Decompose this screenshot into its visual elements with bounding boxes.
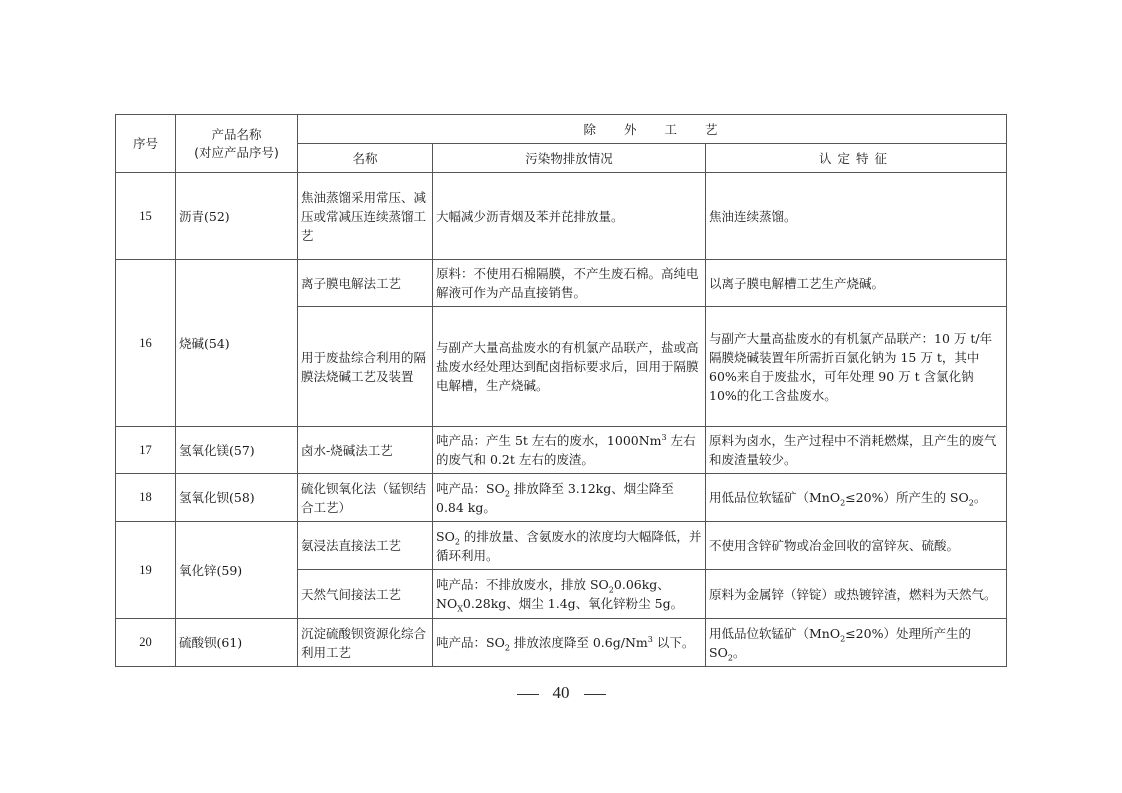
process-pollution: 与副产大量高盐废水的有机氯产品联产，盐或高盐废水经处理达到配卤指标要求后，回用于隔膜电解槽，生产烧碱。: [433, 307, 706, 427]
process-feature: 以离子膜电解槽工艺生产烧碱。: [706, 260, 1007, 307]
process-feature: 原料为卤水，生产过程中不消耗燃煤，且产生的废气和废渣量较少。: [706, 427, 1007, 474]
process-name: 硫化钡氧化法（锰钡结合工艺）: [298, 474, 433, 522]
process-name: 离子膜电解法工艺: [298, 260, 433, 307]
row-product: 硫酸钡(61): [176, 619, 298, 667]
process-pollution: 原料：不使用石棉隔膜，不产生废石棉。高纯电解液可作为产品直接销售。: [433, 260, 706, 307]
process-feature: 与副产大量高盐废水的有机氯产品联产：10 万 t/年隔膜烧碱装置年所需折百氯化钠为 15 万 t，其中 60%来自于废盐水，可年处理 90 万 t 含氯化钠 10%的化工含盐废水。: [706, 307, 1007, 427]
process-feature: 焦油连续蒸馏。: [706, 173, 1007, 260]
table-row: [116, 173, 1007, 260]
process-feature: 用低品位软锰矿（MnO$_2$≤20%）所产生的 $SO_2$。: [706, 474, 1007, 522]
header-process-name: 名称: [298, 144, 433, 173]
header-product: [176, 115, 298, 173]
row-product: 氧化锌(59): [176, 522, 298, 619]
header-pollution: 污染物排放情况: [433, 144, 706, 173]
process-pollution: 吨产品：产生 5t 左右的废水，1000Nm$^3$ 左右的废气和 0.2t 左右的废渣。: [433, 427, 706, 474]
process-pollution: 吨产品：$SO_2$ 排放降至 3.12kg、烟尘降至 0.84 kg。: [433, 474, 706, 522]
header-row-1: [116, 115, 1007, 144]
process-name: 卤水-烧碱法工艺: [298, 427, 433, 474]
header-product-line1: 产品名称: [211, 126, 262, 142]
row-product: 沥青(52): [176, 173, 298, 260]
page-dash-right: [584, 694, 606, 695]
process-name: 用于废盐综合利用的隔膜法烧碱工艺及装置: [298, 307, 433, 427]
page-dash-left: [517, 694, 539, 695]
page-number-value: 40: [552, 683, 570, 702]
process-name: 焦油蒸馏采用常压、减压或常减压连续蒸馏工艺: [298, 173, 433, 260]
process-feature: 不使用含锌矿物或冶金回收的富锌灰、硫酸。: [706, 522, 1007, 570]
process-name: 沉淀硫酸钡资源化综合利用工艺: [298, 619, 433, 667]
header-group: 除外工艺: [298, 115, 1007, 144]
table-row: [116, 522, 1007, 570]
table-row: [116, 619, 1007, 667]
process-name: 氨浸法直接法工艺: [298, 522, 433, 570]
row-product: 氢氧化钡(58): [176, 474, 298, 522]
process-feature: 原料为金属锌（锌锭）或热镀锌渣，燃料为天然气。: [706, 570, 1007, 619]
row-index: 18: [116, 474, 176, 522]
header-index: 序号: [116, 115, 176, 173]
row-index: 19: [116, 522, 176, 619]
row-index: 16: [116, 260, 176, 427]
table-row: [116, 427, 1007, 474]
row-index: 20: [116, 619, 176, 667]
process-feature: 用低品位软锰矿（MnO$_2$≤20%）处理所产生的 $SO_2$。: [706, 619, 1007, 667]
process-pollution: 大幅减少沥青烟及苯并芘排放量。: [433, 173, 706, 260]
process-pollution: 吨产品：$SO_2$ 排放浓度降至 0.6g/Nm$^3$ 以下。: [433, 619, 706, 667]
page-number: [0, 683, 1122, 703]
table-row: [116, 260, 1007, 307]
exclusion-process-table: [115, 114, 1007, 667]
row-index: 15: [116, 173, 176, 260]
row-product: 烧碱(54): [176, 260, 298, 427]
header-product-line2: (对应产品序号): [194, 144, 279, 160]
process-pollution: $SO_2$ 的排放量、含氨废水的浓度均大幅降低，并循环利用。: [433, 522, 706, 570]
process-name: 天然气间接法工艺: [298, 570, 433, 619]
header-feature: 认定特征: [706, 144, 1007, 173]
process-pollution: 吨产品：不排放废水，排放 $SO_20.06kg$、$NO_X0.28kg$、烟尘 1.4g、氧化锌粉尘 5g。: [433, 570, 706, 619]
table-row: [116, 474, 1007, 522]
row-index: 17: [116, 427, 176, 474]
row-product: 氢氧化镁(57): [176, 427, 298, 474]
